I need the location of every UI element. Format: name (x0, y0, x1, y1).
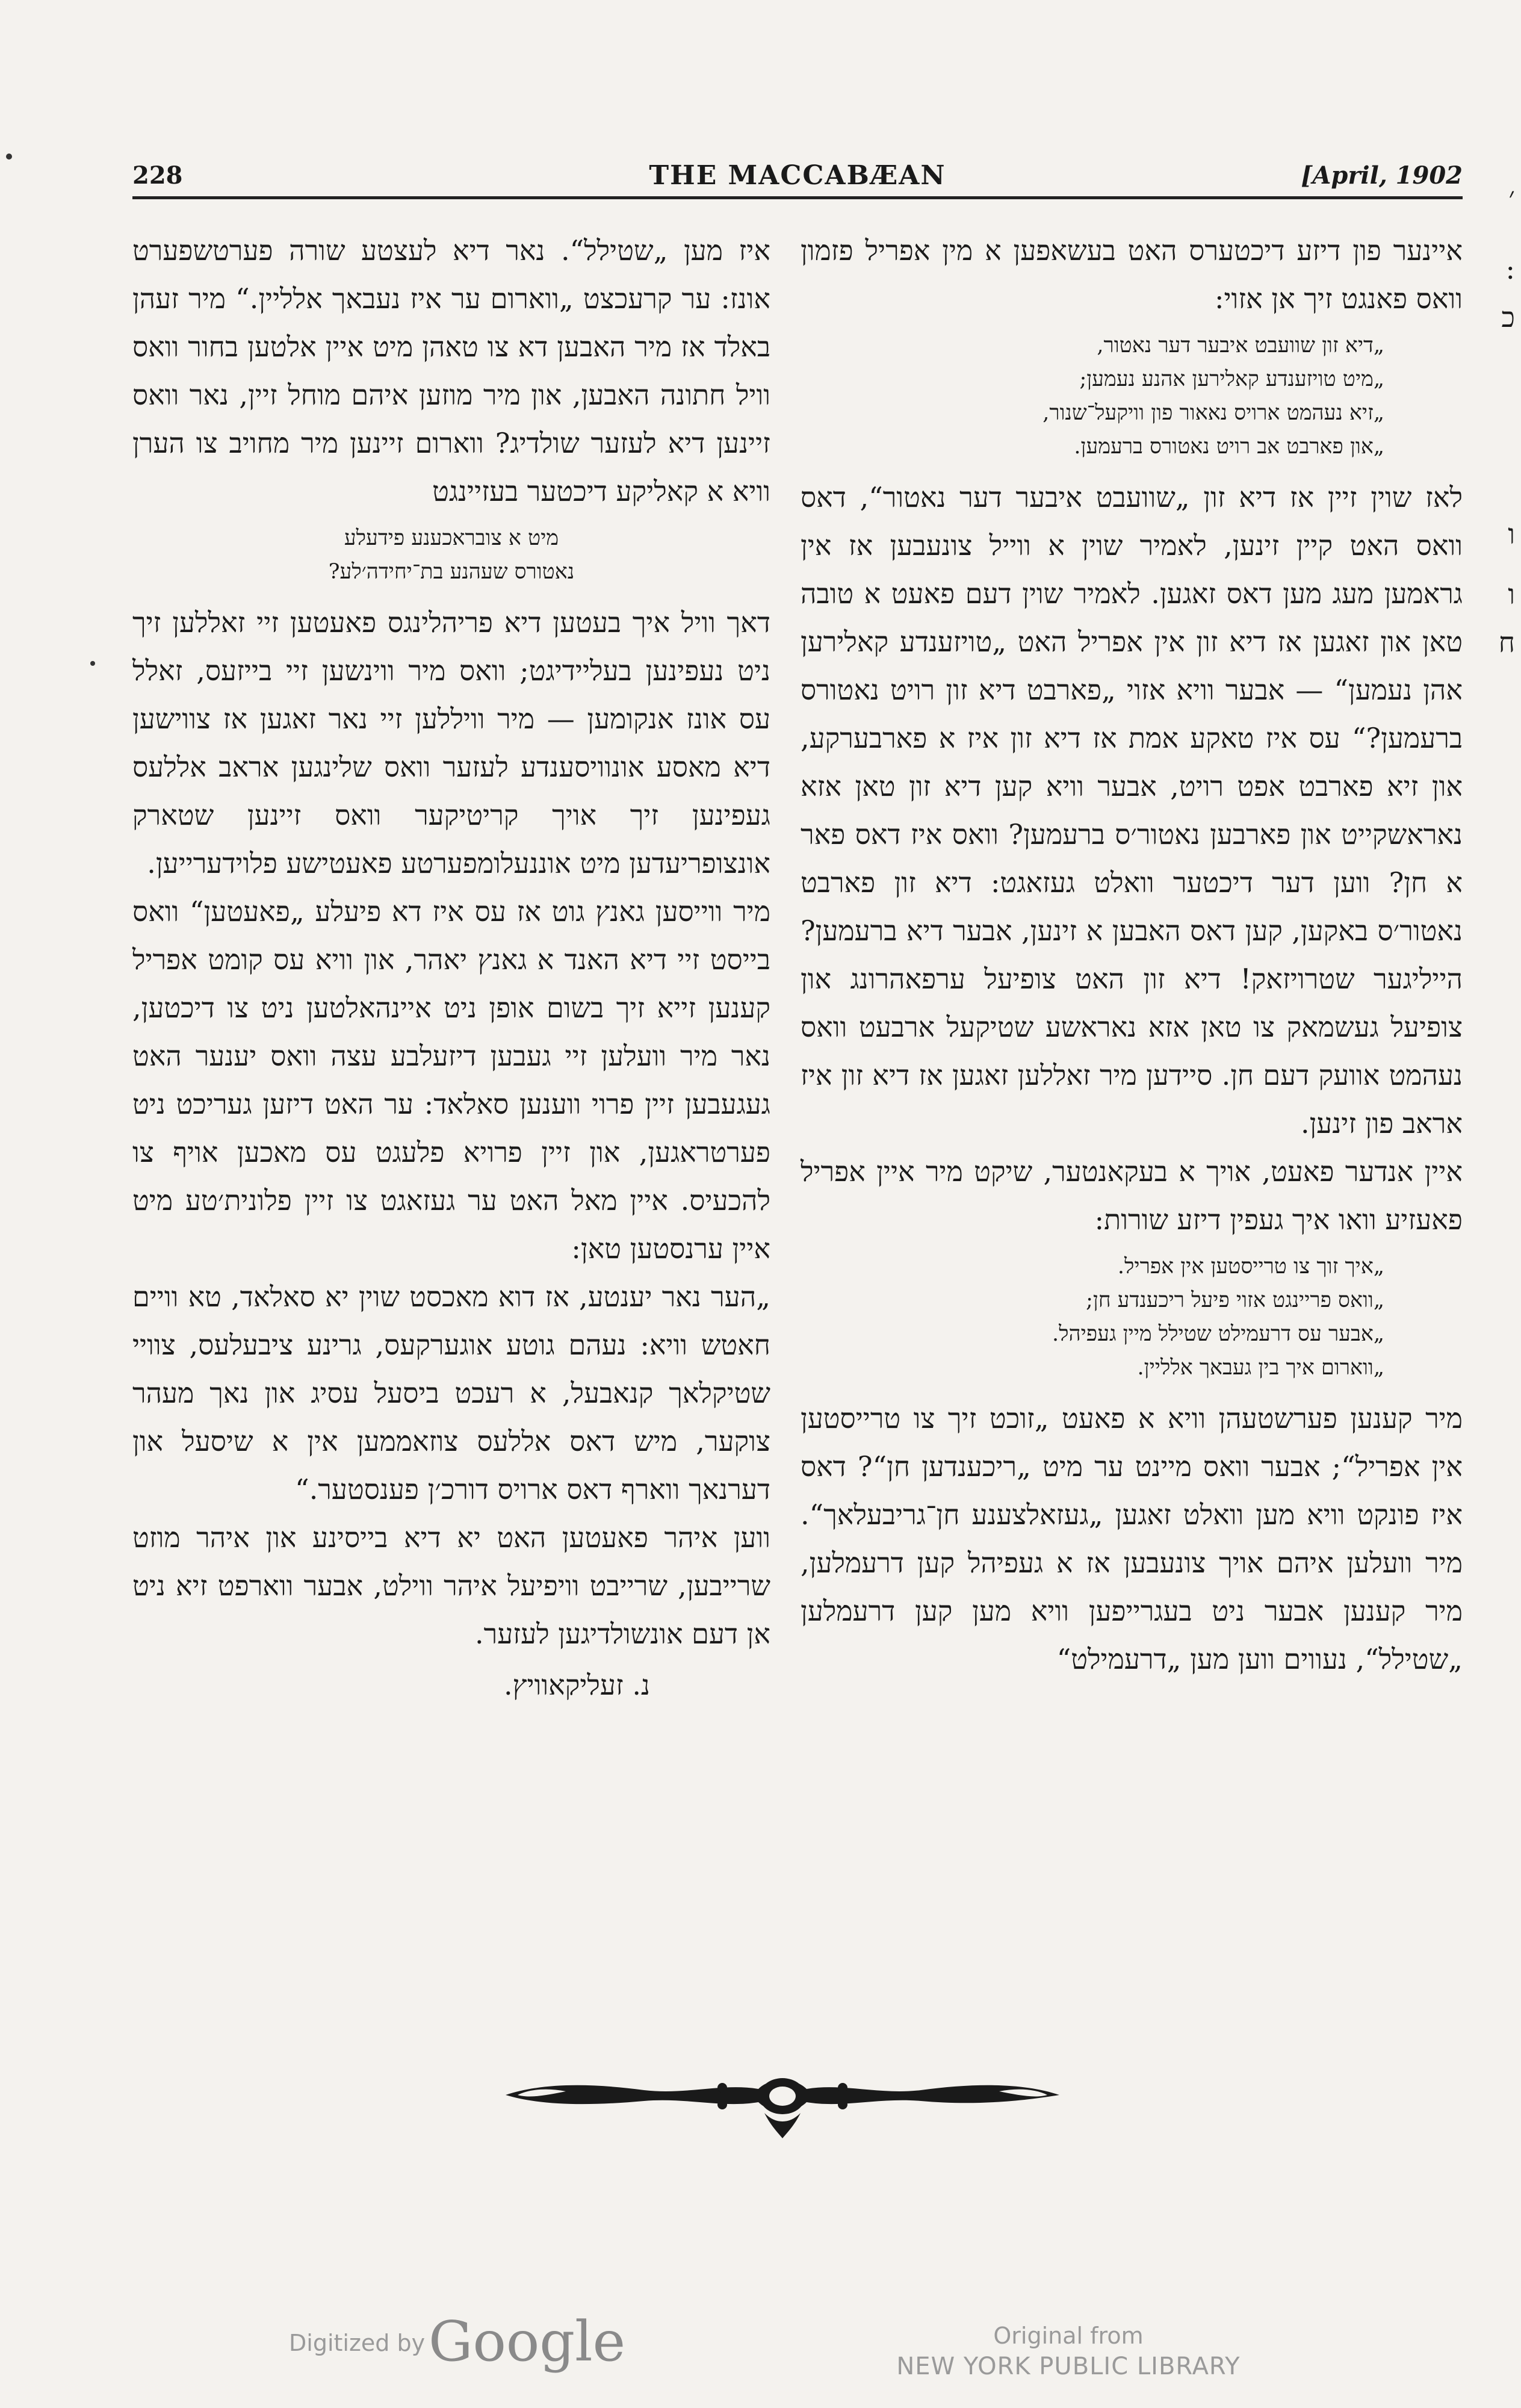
poem-line: „און פארבט אב רויט נאטורס ברעמען. (1074, 435, 1384, 459)
page-number: 228 (132, 161, 183, 190)
paragraph: לאז שוין זיין אז דיא זון „שוועבט איבער דער נאטור“, דאס וואס האט קיין זינען, לאמיר שוין א ווייל צונעבען אז אין גראמען מעג מען דאס זאגען. לאמיר שוין דעם פאעט א טובה טאן און זאגען אז דיא זון אין אפריל האט „טויזענדע קאלירען אהן נעמען“ — אבער וויא אזוי „פארבט דיא זון רויט נאטורס ברעמען?“ עס איז טאקע אמת אז דיא זון איז א פארבערקע, און זיא פארבט אפט רויט, אבער וויא קען דיא זון טאן אזא נאראשקייט און פארבען נאטור׳ס ברעמען? וואס איז דאס פאר א חן? ווען דער דיכטער וואלט געזאגט: דיא זון פארבט נאטור׳ס באקען, קען דאס האבען א זינען, אבער דיא ברעמען? הייליגער שטרויזאק! דיא זון האט צופיעל ערפאהרונג און צופיעל געשמאק צו טאן אזא נאראשע שטיקעל ארבעט וואס נעהמט אוועק דעם חן. סיידען מיר זאללען זאגען אז דיא זון איז אראב פון זינען. (801, 481, 1463, 1140)
library-name: NEW YORK PUBLIC LIBRARY (896, 2353, 1241, 2380)
poem-line: „דיא זון שוועבט איבער דער נאטור, (1097, 334, 1384, 358)
poem-quote (132, 521, 770, 589)
poem-quote (801, 1250, 1463, 1385)
page-edge-bleed: ׳ : כ ו ו ח (1498, 181, 1515, 659)
ornament-icon (494, 2059, 1071, 2143)
google-logo: Google (429, 2309, 626, 2374)
poem-line: נאטורס שעהנע בת־יחידה׳לע? (328, 560, 575, 584)
right-column (801, 226, 1463, 1683)
paragraph: איין אנדער פאעט, אויך א בעקאנטער, שיקט מיר איין אפריל פאעזיע וואו איך געפין דיזע שורות: (801, 1155, 1463, 1236)
poem-line: „ווארום איך בין געבאך אלליין. (1137, 1356, 1384, 1380)
poem-quote (801, 329, 1463, 464)
poem-line: „וואס פריינגט אזוי פיעל ריכענדע חן; (1086, 1288, 1384, 1312)
paragraph: „הער נאר יענטע, אז דוא מאכסט שוין יא סאלאד, טא וויים חאטש וויא: נעהם גוטע אוגערקעס, גרינע ציבעלעס, צוויי שטיקלאך קנאבעל, א רעכט ביסעל עסיג און נאך מעהר צוקער, מיש דאס אללעס צוזאממען אין א שיסעל און דערנאך ווארף דאס ארויס דורכ׳ן פענסטער.“ (132, 1280, 770, 1506)
author-signature: נ. זעליקאוויץ. (503, 1669, 650, 1701)
scan-speck (6, 154, 12, 160)
paragraph: מיר ווייסען גאנץ גוט אז עס איז דא פיעלע „פאעטען“ וואס בייסט זיי דיא האנד א גאנץ יאהר, און וויא עס קומט אפריל קענען זייא זיך בשום אופן ניט איינהאלטען ניט צו דיכטען, נאר מיר וועלען זיי געבען דיזעלבע עצה וואס יענער האט געגעבען זיין פרוי ווענען סאלאד: ער האט דיזען געריכט ניט פערטראגען, און זיין פרויא פלעגט עס מאכען אויף צו להכעיס. איין מאל האט ער געזאגט צו זיין פלונית׳טע מיט איין ערנסטען טאן: (132, 895, 770, 1265)
poem-line: מיט א צובראכענע פידעלע (344, 526, 559, 550)
poem-line: „מיט טויזענדע קאלירען אהנע נעמען; (1079, 367, 1384, 391)
header-rule (132, 196, 1463, 199)
paragraph: דאך וויל איך בעטען דיא פריהלינגס פאעטען זיי זאללען זיך ניט נעפינען בעליידיגט; וואס מיר ווינשען זיי בייזעס, זאלל עס אונז אנקומען — מיר וויללען זיי נאר זאגען אז צווישען דיא מאסע אונוויסענדע לעזער וואס שלינגען אראב אללעס געפינען זיך אויך קריטיקער וואס זיינען שטארק אונצופריעדען מיט אוננעלומפערטע פאעטישע פלוידערייען. (132, 606, 770, 880)
ornament-divider (494, 2059, 1071, 2143)
paragraph: מיר קענען פערשטעהן וויא א פאעט „זוכט זיך צו טרייסטען אין אפריל“; אבער וואס מיינט ער מיט „ריכענדען חן“? דאס איז פונקט וויא מען וואלט זאגען „געזאלצענע חן־גריבעלאך“. מיר וועלען איהם אויך צונעבען אז א געפיהל קען דרעמלען, מיר קענען אבער ניט בעגרייפען וויא מען קען דרעמלען „שטילל“, נעווים ווען מען „דרעמילט“ (801, 1402, 1463, 1675)
digitized-by-label: Digitized by (289, 2330, 426, 2356)
poem-line: „איך זוך צו טרייסטען אין אפריל. (1117, 1255, 1384, 1279)
journal-title: THE MACCABÆAN (649, 160, 946, 191)
poem-line: „אבער עס דרעמילט שטילל מיין געפיהל. (1052, 1322, 1384, 1346)
paragraph: ווען איהר פאעטען האט יא דיא בייסינע און איהר מוזט שרייבען, שרייבט וויפיעל איהר ווילט, אבער ווארפט זיא ניט אן דעם אונשולדיגען לעזער. (132, 1521, 770, 1650)
original-from-label: Original from (993, 2323, 1144, 2349)
poem-line: „זיא נעהמט ארויס נאאור פון וויקעל־שנור, (1042, 401, 1384, 425)
paragraph: איינער פון דיזע דיכטערס האט בעשאפען א מין אפריל פזמון וואס פאנגט זיך אן אזוי: (801, 234, 1463, 315)
paragraph: איז מען „שטילל“. נאר דיא לעצטע שורה פערטשפערט אונז: ער קרעכצט „ווארום ער איז נעבאך אלליין.“ מיר זעהן באלד אז מיר האבען דא צו טאהן מיט איין אלטען בחור וואס וויל חתונה האבען, און מיר מוזען איהם מוחל זיין, נאר וואס זיינען דיא לעזער שולדיג? ווארום זיינען מיר מחויב צו הערן וויא א קאליקע דיכטער בעזיינגט (132, 234, 770, 507)
running-header (132, 158, 1463, 195)
issue-date: [April, 1902 (1301, 161, 1463, 190)
scan-speck (90, 661, 95, 666)
left-column (132, 226, 770, 1712)
